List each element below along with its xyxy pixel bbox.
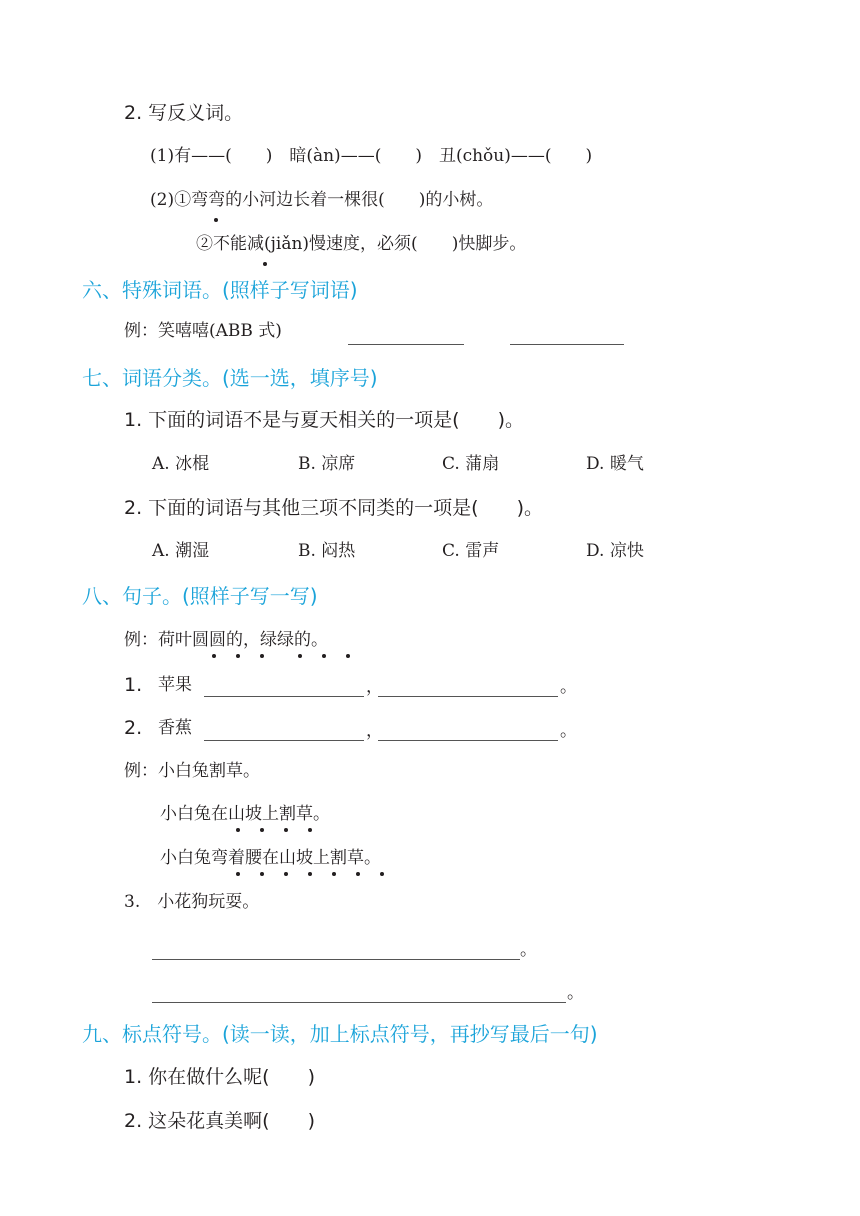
answer-line[interactable]: [378, 696, 558, 697]
antonyms-line-1: (1)有——( ) 暗(àn)——( ) 丑(chǒu)——( ): [150, 146, 593, 166]
sentence-example-1: 例：荷叶圆圆的，绿绿的。: [124, 630, 328, 650]
sentence-example-2a: 小白兔在山坡上割草。: [160, 804, 330, 824]
option-d[interactable]: D. 凉快: [586, 541, 644, 561]
sentence-example-2: 例：小白兔割草。: [124, 761, 260, 781]
punctuation-question-2: 2. 这朵花真美啊( ): [124, 1110, 315, 1132]
answer-line[interactable]: [510, 344, 624, 345]
option-c[interactable]: C. 蒲扇: [442, 454, 500, 474]
section-heading-7: 七、词语分类。(选一选，填序号): [82, 366, 378, 390]
sentence-item-number: 1.: [124, 674, 143, 696]
antonyms-line-3: ②不能减(jiǎn)慢速度，必须( )快脚步。: [196, 234, 527, 254]
option-b[interactable]: B. 凉席: [298, 454, 356, 474]
option-b[interactable]: B. 闷热: [298, 541, 356, 561]
classification-question-2: 2. 下面的词语与其他三项不同类的一项是( )。: [124, 497, 543, 519]
period: 。: [560, 721, 577, 741]
sentence-item-3: 3. 小花狗玩耍。: [124, 892, 260, 912]
sentence-item-word: 苹果: [158, 675, 192, 695]
option-a[interactable]: A. 冰棍: [152, 454, 210, 474]
answer-line[interactable]: [204, 696, 364, 697]
answer-line[interactable]: [152, 1002, 566, 1003]
sentence-example-2b: 小白兔弯着腰在山坡上割草。: [160, 848, 381, 868]
punctuation-question-1: 1. 你在做什么呢( ): [124, 1066, 315, 1088]
classification-question-1: 1. 下面的词语不是与夏天相关的一项是( )。: [124, 409, 524, 431]
answer-line[interactable]: [152, 959, 520, 960]
period: 。: [520, 940, 537, 960]
sentence-item-word: 香蕉: [158, 718, 192, 738]
comma: ，: [366, 721, 383, 741]
comma: ，: [366, 677, 383, 697]
section-heading-8: 八、句子。(照样子写一写): [82, 584, 318, 608]
answer-line[interactable]: [348, 344, 464, 345]
section-heading-9: 九、标点符号。(读一读，加上标点符号，再抄写最后一句): [82, 1022, 598, 1046]
special-words-example: 例：笑嘻嘻(ABB 式): [124, 321, 282, 341]
period: 。: [560, 677, 577, 697]
answer-line[interactable]: [204, 740, 364, 741]
sentence-item-number: 2.: [124, 717, 143, 739]
answer-line[interactable]: [378, 740, 558, 741]
question-antonyms-title: 2. 写反义词。: [124, 102, 244, 124]
option-a[interactable]: A. 潮湿: [152, 541, 210, 561]
antonyms-line-2: (2)①弯弯的小河边长着一棵很( )的小树。: [150, 190, 494, 210]
option-c[interactable]: C. 雷声: [442, 541, 500, 561]
period: 。: [567, 983, 584, 1003]
section-heading-6: 六、特殊词语。(照样子写词语): [82, 278, 358, 302]
option-d[interactable]: D. 暖气: [586, 454, 644, 474]
